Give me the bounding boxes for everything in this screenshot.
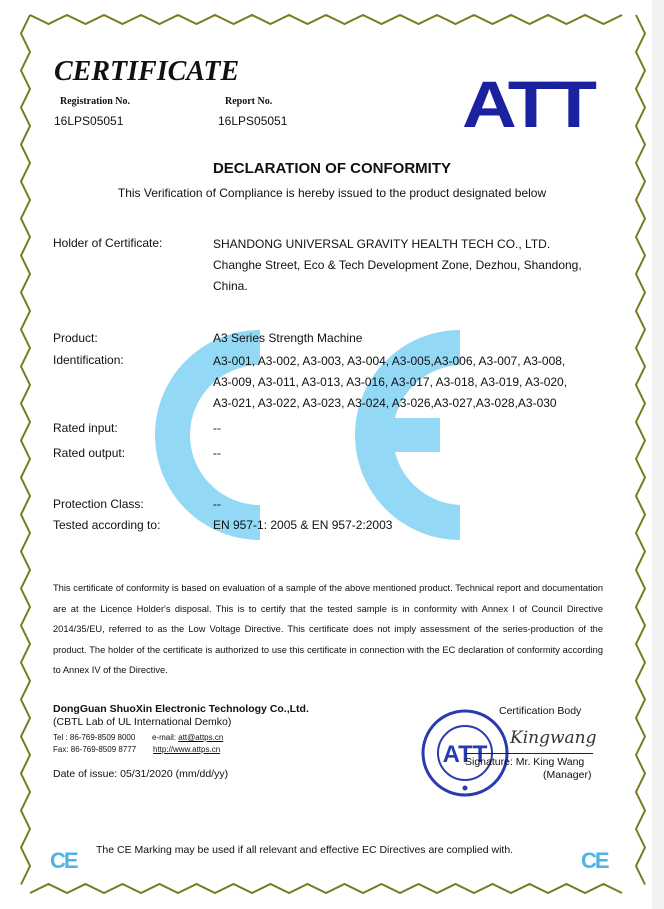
border-top	[30, 15, 622, 24]
website-link[interactable]: http://www.attps.cn	[153, 745, 221, 754]
svg-text:ATT: ATT	[442, 741, 488, 768]
att-logo: ATT	[462, 67, 594, 141]
issuer-lab: (CBTL Lab of UL International Demko)	[53, 716, 232, 728]
rated-output-value: --	[213, 446, 221, 460]
product-value: A3 Series Strength Machine	[213, 331, 363, 345]
declaration-title: DECLARATION OF CONFORMITY	[212, 160, 452, 177]
border-right	[636, 15, 645, 885]
signature-line	[465, 753, 593, 754]
signature-role: (Manager)	[543, 769, 592, 781]
holder-label: Holder of Certificate:	[53, 236, 163, 250]
ce-mark-left: CE	[50, 848, 77, 873]
email-label: e-mail:	[152, 733, 177, 742]
identification-line: A3-021, A3-022, A3-023, A3-024, A3-026,A3-027,A3-028,A3-030	[213, 396, 557, 410]
border-left	[21, 15, 30, 885]
signature-name: Signature: Mr. King Wang	[465, 756, 585, 768]
issuer-fax: Fax: 86-769-8509 8777	[53, 745, 137, 754]
holder-line: SHANDONG UNIVERSAL GRAVITY HEALTH TECH CO., LTD.	[213, 237, 551, 251]
rated-input-label: Rated input:	[53, 421, 118, 435]
protection-label: Protection Class:	[53, 497, 144, 511]
tested-label: Tested according to:	[53, 518, 161, 532]
registration-value: 16LPS05051	[54, 114, 124, 128]
product-label: Product:	[53, 331, 98, 345]
identification-value	[213, 351, 567, 414]
certification-body-label: Certification Body	[499, 705, 582, 717]
registration-label: Registration No.	[60, 96, 130, 107]
rated-output-label: Rated output:	[53, 446, 126, 460]
holder-line: Changhe Street, Eco & Tech Development Zone, Dezhou, Shandong,	[213, 258, 582, 272]
conformity-paragraph: This certificate of conformity is based on evaluation of a sample of the above mentioned product. Technical report and documentation are at the Licence Holder's disposal. This is to certify that the tested sample is in conformity with Annex I of Council Directive 2014/35/EU, referred to as the Low Voltage Directive. This certificate does not imply assessment of the series-production of the product. The holder of the certificate is authorized to use this certificate in connection with the EC declaration of conformity according to Annex IV of the Directive.	[53, 583, 603, 675]
report-label: Report No.	[225, 96, 273, 107]
ce-mark-right: CE	[581, 848, 608, 873]
identification-label: Identification:	[53, 353, 124, 367]
certificate-title: CERTIFICATE	[54, 56, 240, 87]
ce-note: The CE Marking may be used if all relevant and effective EC Directives are complied with.	[96, 844, 514, 856]
border-bottom	[30, 884, 622, 893]
rated-input-value: --	[213, 421, 221, 435]
issuer-tel: Tel : 86-769-8509 8000	[53, 733, 136, 742]
email-link[interactable]: att@attps.cn	[178, 733, 224, 742]
identification-line: A3-001, A3-002, A3-003, A3-004, A3-005,A3-006, A3-007, A3-008,	[213, 354, 566, 368]
holder-line: China.	[213, 279, 248, 293]
declaration-subtitle: This Verification of Compliance is hereby issued to the product designated below	[117, 186, 547, 200]
identification-line: A3-009, A3-011, A3-013, A3-016, A3-017, A3-018, A3-019, A3-020,	[213, 375, 568, 389]
protection-value: --	[213, 497, 221, 511]
report-value: 16LPS05051	[218, 114, 288, 128]
holder-value	[213, 234, 582, 297]
date-of-issue: Date of issue: 05/31/2020 (mm/dd/yy)	[53, 768, 229, 780]
issuer-email	[152, 733, 223, 742]
tested-value: EN 957-1: 2005 & EN 957-2:2003	[213, 518, 393, 532]
signature-script: Kingwang	[510, 728, 597, 748]
issuer-name: DongGuan ShuoXin Electronic Technology Co.,Ltd.	[53, 703, 309, 715]
